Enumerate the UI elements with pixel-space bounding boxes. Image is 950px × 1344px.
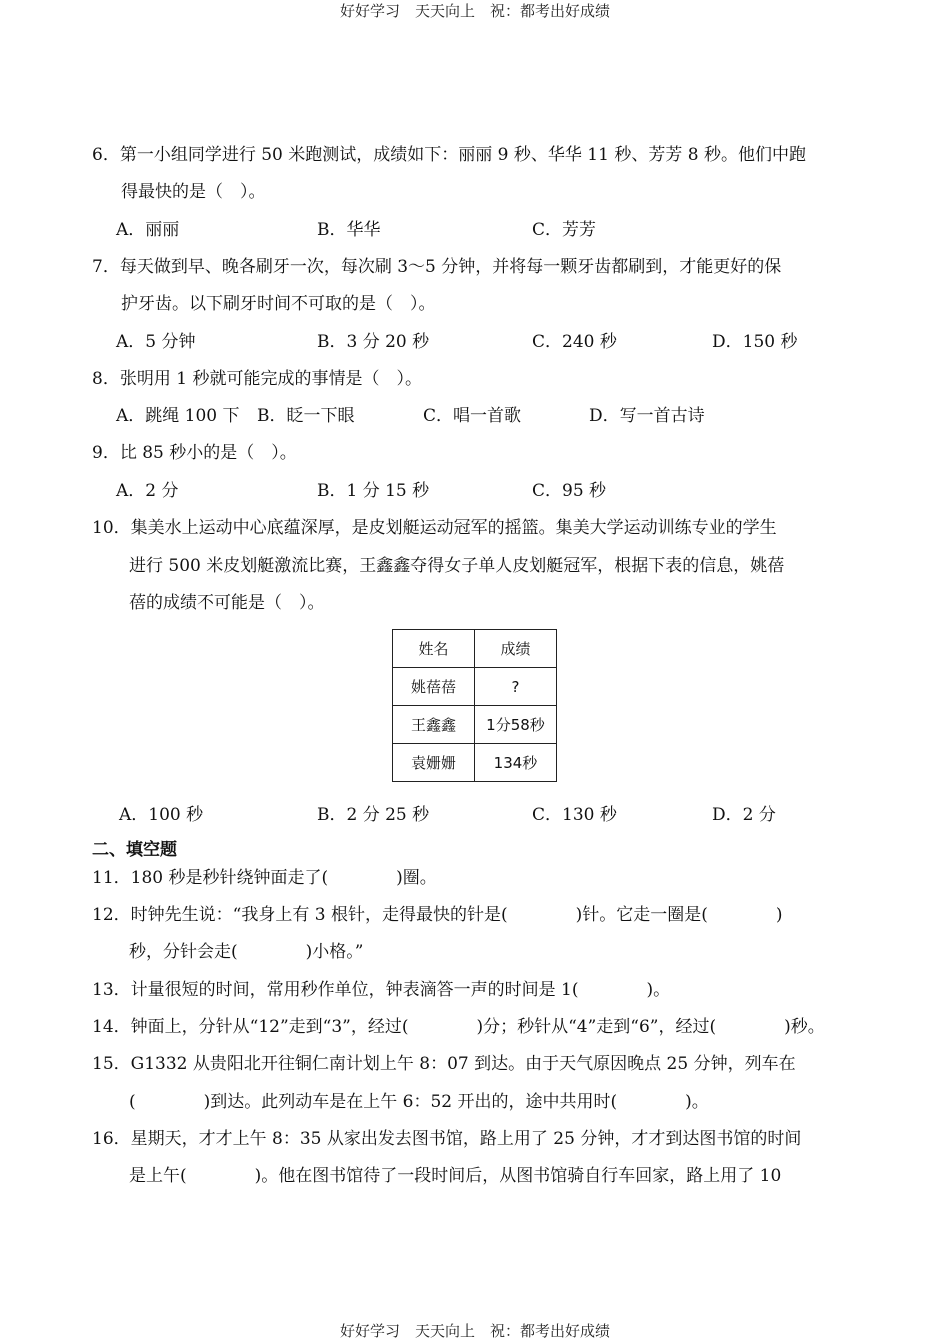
q16-line2: 是上午( )。他在图书馆待了一段时间后，从图书馆骑自行车回家，路上用了 10 — [129, 1166, 782, 1186]
q10-option-b: B．2 分 25 秒 — [317, 805, 430, 825]
q8-option-b: B．眨一下眼 — [257, 406, 355, 426]
table-header-cell: 姓名 — [393, 630, 475, 668]
q7-option-b: B．3 分 20 秒 — [317, 332, 430, 352]
q14-line: 14．钟面上，分针从“12”走到“3”，经过( )分；秒针从“4”走到“6”，经过( )秒。 — [92, 1017, 825, 1037]
table-cell: ? — [475, 668, 557, 706]
table-cell: 王鑫鑫 — [393, 706, 475, 744]
q10-option-a: A．100 秒 — [119, 805, 204, 825]
q9-option-a: A．2 分 — [116, 481, 179, 501]
q6-line2: 得最快的是（ ）。 — [121, 182, 266, 202]
q10-line1: 10．集美水上运动中心底蕴深厚，是皮划艇运动冠军的摇篮。集美大学运动训练专业的学生 — [92, 518, 777, 538]
q11-line: 11．180 秒是秒针绕钟面走了( )圈。 — [92, 868, 437, 888]
q9-option-b: B．1 分 15 秒 — [317, 481, 430, 501]
q7-option-a: A．5 分钟 — [116, 332, 196, 352]
q7-option-d: D．150 秒 — [712, 332, 798, 352]
section-title-fill-in: 二、填空题 — [92, 840, 177, 860]
q15-line2: ( )到达。此列动车是在上午 6：52 开出的，途中共用时( )。 — [129, 1092, 709, 1112]
q10-line3: 蓓的成绩不可能是（ ）。 — [129, 593, 325, 613]
q9-option-c: C．95 秒 — [532, 481, 607, 501]
table-cell: 1分58秒 — [475, 706, 557, 744]
q8-option-d: D．写一首古诗 — [589, 406, 705, 426]
q9-line1: 9．比 85 秒小的是（ ）。 — [92, 443, 297, 463]
table-row — [393, 668, 557, 706]
q10-option-d: D．2 分 — [712, 805, 776, 825]
table-header-cell: 成绩 — [475, 630, 557, 668]
q6-line1: 6．第一小组同学进行 50 米跑测试，成绩如下：丽丽 9 秒、华华 11 秒、芳芳 8 秒。他们中跑 — [92, 145, 806, 165]
q16-line1: 16．星期天，才才上午 8：35 从家出发去图书馆，路上用了 25 分钟，才才到达图书馆的时间 — [92, 1129, 802, 1149]
table-header-row — [393, 630, 557, 668]
page-header: 好好学习 天天向上 祝：都考出好成绩 — [339, 2, 610, 20]
q12-line2: 秒，分针会走( )小格。” — [129, 942, 364, 962]
q12-line1: 12．时钟先生说：“我身上有 3 根针，走得最快的针是( )针。它走一圈是( ) — [92, 905, 783, 925]
table-row — [393, 706, 557, 744]
results-table — [392, 629, 557, 782]
q8-line1: 8．张明用 1 秒就可能完成的事情是（ ）。 — [92, 369, 422, 389]
table-cell: 姚蓓蓓 — [393, 668, 475, 706]
table-cell: 134秒 — [475, 744, 557, 782]
q7-line1: 7．每天做到早、晚各刷牙一次，每次刷 3～5 分钟，并将每一颗牙齿都刷到，才能更好的保 — [92, 257, 782, 277]
table-cell: 袁姗姗 — [393, 744, 475, 782]
q8-option-a: A．跳绳 100 下 — [116, 406, 240, 426]
q7-line2: 护牙齿。以下刷牙时间不可取的是（ ）。 — [121, 294, 436, 314]
q8-option-c: C．唱一首歌 — [423, 406, 522, 426]
q7-option-c: C．240 秒 — [532, 332, 617, 352]
q6-option-a: A．丽丽 — [116, 220, 180, 240]
q6-option-c: C．芳芳 — [532, 220, 597, 240]
q13-line: 13．计量很短的时间，常用秒作单位，钟表滴答一声的时间是 1( )。 — [92, 980, 671, 1000]
q10-option-c: C．130 秒 — [532, 805, 617, 825]
q6-option-b: B．华华 — [317, 220, 381, 240]
page-footer: 好好学习 天天向上 祝：都考出好成绩 — [339, 1322, 610, 1340]
q10-line2: 进行 500 米皮划艇激流比赛，王鑫鑫夺得女子单人皮划艇冠军，根据下表的信息，姚蓓 — [129, 556, 785, 576]
q15-line1: 15．G1332 从贵阳北开往铜仁南计划上午 8：07 到达。由于天气原因晚点 25 分钟，列车在 — [92, 1054, 796, 1074]
table-row — [393, 744, 557, 782]
